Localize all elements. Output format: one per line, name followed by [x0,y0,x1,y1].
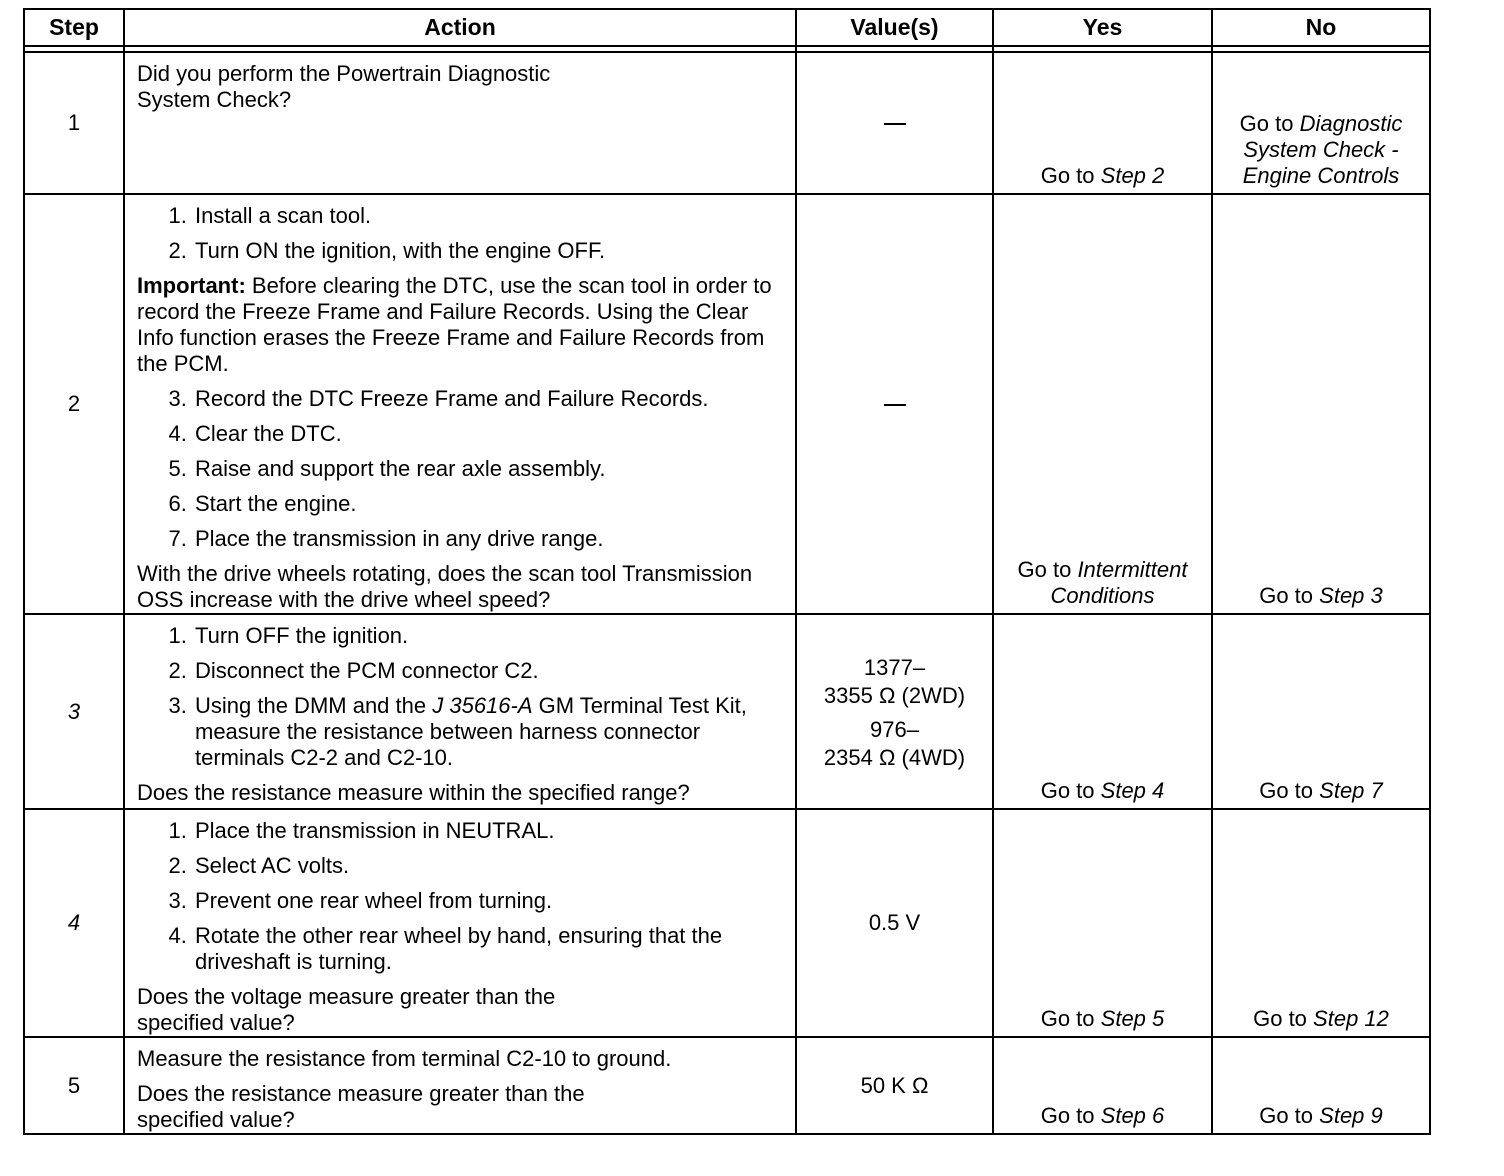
value-line: 976– [870,717,919,742]
yes-target: Step 2 [1100,163,1165,188]
header-values: Value(s) [796,9,993,46]
important-note [137,273,785,377]
list-item: 2. Turn ON the ignition, with the engine OFF. [193,238,785,264]
list-item: 4. Rotate the other rear wheel by hand, ensuring that the driveshaft is turning. [193,923,755,975]
yes-target: Step 6 [1100,1103,1165,1128]
no-cell: Go to Step 3 [1212,194,1430,614]
step-number: 2 [24,194,124,614]
instruction-text: Measure the resistance from terminal C2-10 to ground. [137,1046,672,1071]
step-number: 3 [24,614,124,809]
yes-cell: Go to Intermittent Conditions [993,194,1212,614]
list-item: 6. Start the engine. [193,491,785,517]
no-cell: Go to Diagnostic System Check - Engine Controls [1212,52,1430,194]
no-target: Diagnostic System Check - Engine Controls [1242,111,1403,188]
no-target: Step 7 [1319,778,1383,803]
yes-cell: Go to Step 2 [993,52,1212,194]
value-line: 2354 Ω (4WD) [823,745,966,770]
list-item: 3. Prevent one rear wheel from turning. [193,888,785,914]
value-cell [796,52,993,194]
no-target: Step 9 [1319,1103,1383,1128]
action-list [137,623,785,771]
yes-cell: Go to Step 4 [993,614,1212,809]
action-list [137,818,785,975]
important-label: Important: [137,273,246,298]
list-item: 1. Place the transmission in NEUTRAL. [193,818,785,844]
diagnostic-table [23,8,1431,1135]
no-target: Step 12 [1313,1006,1389,1031]
table-row [24,194,1430,614]
dash-mark [884,123,906,125]
list-item: 5. Raise and support the rear axle assembly. [193,456,785,482]
value-line: 1377– [863,655,926,680]
action-cell [124,614,796,809]
value-cell [796,1037,993,1134]
step-number: 1 [24,52,124,194]
value-line: 50 K Ω [860,1072,929,1098]
tool-number: J 35616-A [432,693,533,718]
action-list [137,203,785,264]
list-item: 4. Clear the DTC. [193,421,785,447]
question-text: Did you perform the Powertrain Diagnostic System Check? [137,61,551,112]
header-action: Action [124,9,796,46]
list-item: 3. Using the DMM and the J 35616-A GM Terminal Test Kit, measure the resistance between harness connector terminals C2-2 and C2-10. [193,693,785,771]
value-cell [796,809,993,1037]
header-step: Step [24,9,124,46]
value-line: 0.5 V [868,910,921,935]
action-cell [124,194,796,614]
table-row [24,52,1430,194]
no-target: Step 3 [1319,583,1383,608]
action-cell [124,52,796,194]
step-number: 4 [24,809,124,1037]
no-cell: Go to Step 12 [1212,809,1430,1037]
question-text: With the drive wheels rotating, does the scan tool Transmission OSS increase with the drive wheel speed? [137,561,753,612]
table-row [24,809,1430,1037]
list-item: 1. Install a scan tool. [193,203,785,229]
list-item: 1. Turn OFF the ignition. [193,623,785,649]
table-row [24,614,1430,809]
value-cell [796,194,993,614]
list-item: 2. Disconnect the PCM connector C2. [193,658,785,684]
yes-cell: Go to Step 5 [993,809,1212,1037]
question-text: Does the resistance measure within the specified range? [137,780,690,805]
no-cell: Go to Step 9 [1212,1037,1430,1134]
value-line: 3355 Ω (2WD) [823,683,966,708]
yes-target: Step 4 [1100,778,1165,803]
action-cell [124,809,796,1037]
no-cell: Go to Step 7 [1212,614,1430,809]
list-item: 7. Place the transmission in any drive range. [193,526,785,552]
yes-target: Step 5 [1100,1006,1165,1031]
list-item: 3. Record the DTC Freeze Frame and Failure Records. [193,386,785,412]
value-cell [796,614,993,809]
question-text: Does the resistance measure greater than the specified value? [137,1081,585,1132]
header-row [24,9,1430,46]
important-text: Before clearing the DTC, use the scan tool in order to record the Freeze Frame and Failure Records. Using the Clear Info function erases the Freeze Frame and Failure Records from the PCM. [137,273,772,376]
yes-cell: Go to Step 6 [993,1037,1212,1134]
action-cell [124,1037,796,1134]
question-text: Does the voltage measure greater than the specified value? [137,984,556,1035]
dash-mark [884,404,906,406]
yes-target: Intermittent Conditions [1050,557,1188,608]
header-no: No [1212,9,1430,46]
action-list [137,386,785,552]
list-item: 2. Select AC volts. [193,853,785,879]
header-yes: Yes [993,9,1212,46]
step-number: 5 [24,1037,124,1134]
table-row [24,1037,1430,1134]
